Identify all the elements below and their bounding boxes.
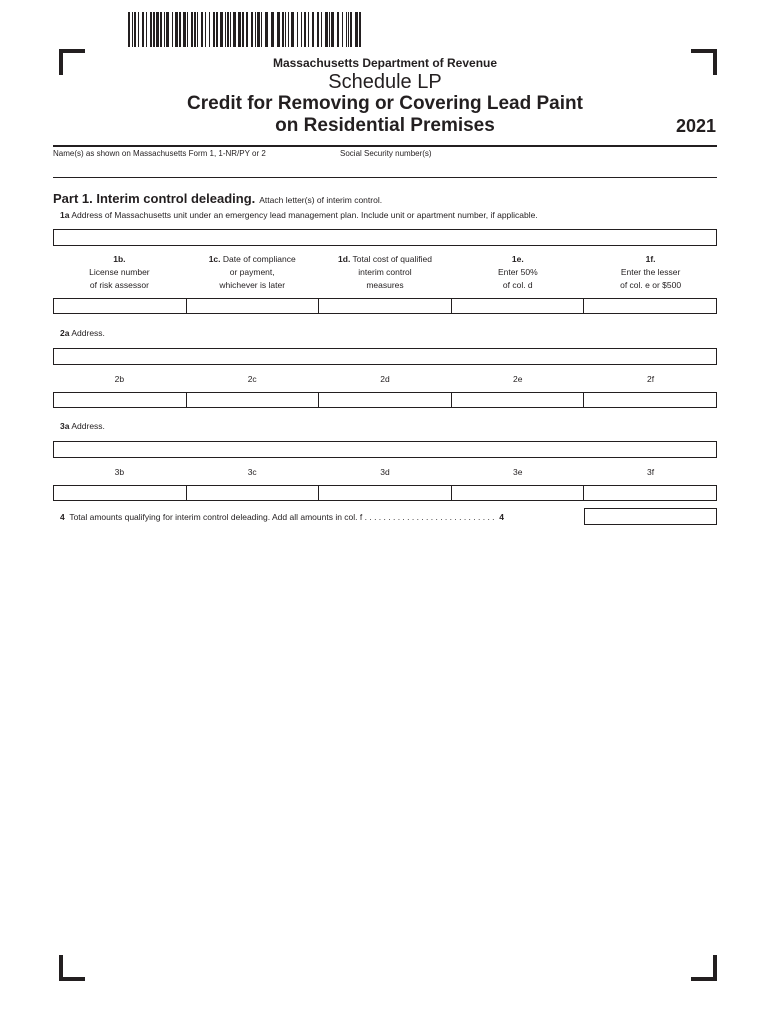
column-1d-text-3: measures [366, 280, 404, 290]
column-1f-text-2: of col. e or $500 [620, 280, 682, 290]
line-4-number: 4 [60, 512, 65, 522]
line-2a-number: 2a [60, 328, 70, 338]
column-1b-text-1: License number [89, 267, 150, 277]
column-1c-text-2: or payment, [229, 267, 275, 277]
column-1c-label: 1c. [208, 254, 221, 264]
column-headers [53, 253, 717, 292]
divider-top [53, 145, 717, 147]
input-2d[interactable] [319, 392, 452, 408]
line-2a-label [60, 328, 105, 338]
ssn-field-label: Social Security number(s) [340, 149, 432, 158]
input-2c[interactable] [187, 392, 320, 408]
column-header-1c [186, 253, 319, 292]
row-1-inputs [53, 298, 717, 314]
line-1a-address-input[interactable] [53, 229, 717, 246]
column-header-1d [319, 253, 452, 292]
column-1f-label: 1f. [645, 254, 656, 264]
column-1d-text-2: interim control [358, 267, 412, 277]
column-1f-text-1: Enter the lesser [620, 267, 681, 277]
line-3a-label [60, 421, 105, 431]
column-2f-label: 2f [647, 374, 655, 384]
column-1e-label: 1e. [511, 254, 524, 264]
column-3c-label: 3c [247, 467, 257, 477]
column-2c-label: 2c [247, 374, 257, 384]
line-1a-text: Address of Massachusetts unit under an emergency lead management plan. Include unit or apartment number, if applicable. [71, 210, 538, 220]
line-2a-text: Address. [71, 328, 105, 338]
row-2-inputs [53, 392, 717, 408]
column-2e-label: 2e [513, 374, 523, 384]
column-3d-label: 3d [380, 467, 390, 477]
column-1d-text-1: Total cost of qualified [352, 254, 432, 264]
part1-title: Part 1. Interim control deleading. [53, 191, 256, 206]
input-3d[interactable] [319, 485, 452, 501]
input-3e[interactable] [452, 485, 585, 501]
input-2b[interactable] [53, 392, 187, 408]
form-title-line1: Credit for Removing or Covering Lead Paint [187, 93, 583, 114]
column-3f-label: 3f [647, 467, 655, 477]
column-2d-label: 2d [380, 374, 390, 384]
column-1b-label: 1b. [113, 254, 126, 264]
line-4-dot-leader: . . . . . . . . . . . . . . . . . . . . . . . . . . . . [364, 512, 495, 522]
input-3b[interactable] [53, 485, 187, 501]
form-title-line2: on Residential Premises [275, 115, 495, 136]
part1-heading [53, 191, 382, 206]
name-input[interactable] [53, 158, 338, 176]
column-1e-text-2: of col. d [502, 280, 533, 290]
line-3a-number: 3a [60, 421, 70, 431]
line-3a-address-input[interactable] [53, 441, 717, 458]
corner-mark-bottom-left [59, 955, 85, 981]
column-header-1e [451, 253, 584, 292]
column-3e-label: 3e [513, 467, 523, 477]
name-field-label: Name(s) as shown on Massachusetts Form 1, 1-NR/PY or 2 [53, 149, 266, 158]
corner-mark-bottom-right [691, 955, 717, 981]
line-4-total-input[interactable] [584, 508, 717, 525]
schedule-name: Schedule LP [328, 71, 442, 93]
line-1a-label [60, 210, 538, 220]
line-3a-text: Address. [71, 421, 105, 431]
department-name: Massachusetts Department of Revenue [272, 56, 498, 70]
line-4-text: Total amounts qualifying for interim control deleading. Add all amounts in col. f [69, 512, 363, 522]
input-1e[interactable] [452, 298, 585, 314]
line-2a-address-input[interactable] [53, 348, 717, 365]
line-1a-number: 1a [60, 210, 70, 220]
input-2f[interactable] [584, 392, 717, 408]
input-1f[interactable] [584, 298, 717, 314]
column-1c-text-1: Date of compliance [222, 254, 296, 264]
input-2e[interactable] [452, 392, 585, 408]
barcode [128, 12, 364, 47]
line-4-label [60, 512, 504, 522]
ssn-input[interactable] [340, 158, 717, 176]
column-1c-text-3: whichever is later [219, 280, 286, 290]
divider-name [53, 177, 717, 178]
column-header-1f [584, 253, 717, 292]
input-1c[interactable] [187, 298, 320, 314]
part1-note: Attach letter(s) of interim control. [259, 195, 383, 205]
column-1e-text-1: Enter 50% [497, 267, 538, 277]
input-3c[interactable] [187, 485, 320, 501]
column-header-1b [53, 253, 186, 292]
row-3-inputs [53, 485, 717, 501]
line-4-box-label: 4 [499, 512, 504, 522]
input-3f[interactable] [584, 485, 717, 501]
row-2-headers [53, 373, 717, 386]
tax-year: 2021 [675, 116, 716, 136]
column-2b-label: 2b [114, 374, 125, 384]
input-1b[interactable] [53, 298, 187, 314]
column-3b-label: 3b [114, 467, 125, 477]
row-3-headers [53, 466, 717, 479]
column-1d-label: 1d. [338, 254, 351, 264]
input-1d[interactable] [319, 298, 452, 314]
column-1b-text-2: of risk assessor [89, 280, 149, 290]
